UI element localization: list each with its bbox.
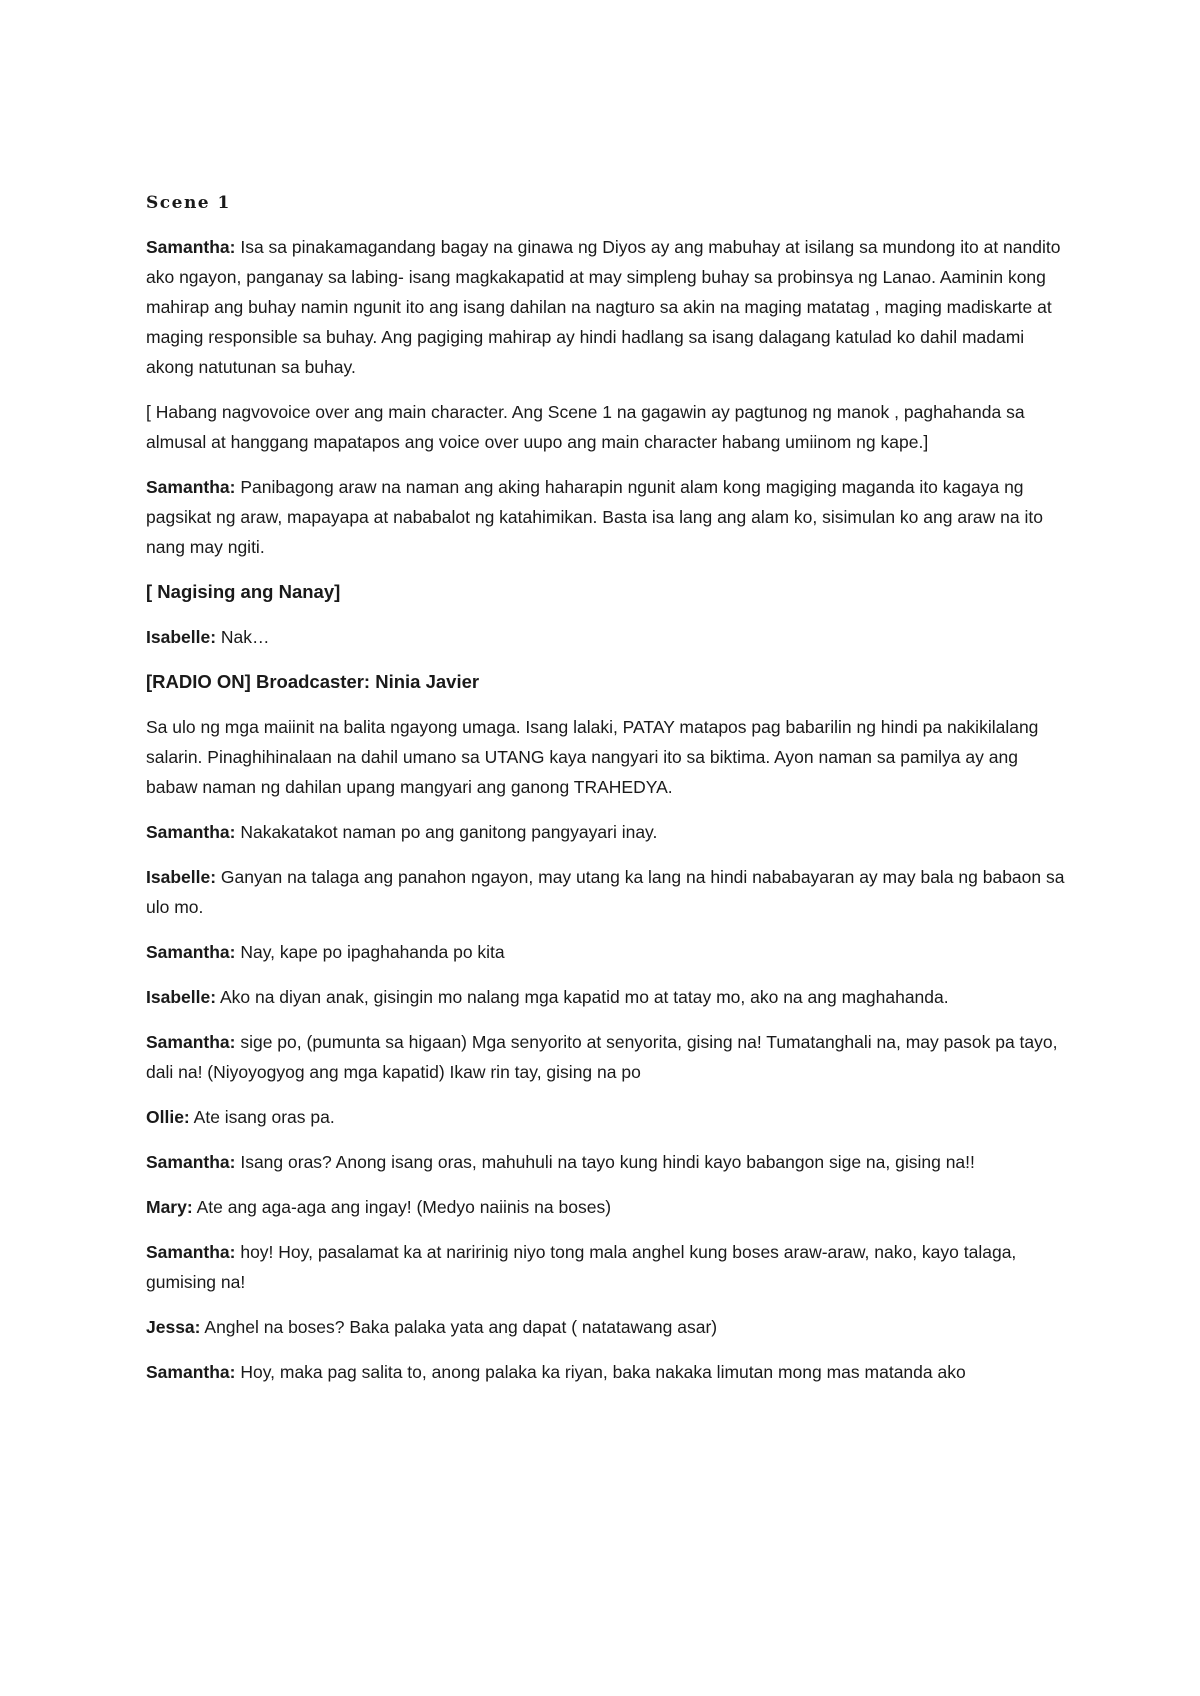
speaker-name: Samantha: bbox=[146, 942, 236, 962]
dialogue-text: Nay, kape po ipaghahanda po kita bbox=[235, 942, 505, 962]
stage-heading: [ Nagising ang Nanay] bbox=[146, 581, 341, 602]
speaker-name: Samantha: bbox=[146, 1032, 236, 1052]
dialogue-text: hoy! Hoy, pasalamat ka at naririnig niyo tong mala anghel kung boses araw-araw, nako, kayo talaga, gumising na! bbox=[146, 1242, 1017, 1292]
speaker-name: Samantha: bbox=[146, 477, 236, 497]
dialogue-text: Nak… bbox=[216, 627, 270, 647]
speaker-name: Jessa: bbox=[146, 1317, 201, 1337]
dialogue-line bbox=[146, 862, 1066, 922]
broadcast-text: Sa ulo ng mga maiinit na balita ngayong umaga. Isang lalaki, PATAY matapos pag babarilin ng hindi pa nakikilalang salarin. Pinaghihinalaan na dahil umano sa UTANG kaya nangyari ito sa biktima. Ayon naman sa pamilya ay ang babaw naman ng dahilan upang mangyari ang ganong TRAHEDYA. bbox=[146, 717, 1039, 797]
dialogue-text: Hoy, maka pag salita to, anong palaka ka riyan, baka nakaka limutan mong mas matanda ako bbox=[235, 1362, 966, 1382]
dialogue-line bbox=[146, 232, 1066, 382]
speaker-name: Ollie: bbox=[146, 1107, 190, 1127]
dialogue-line bbox=[146, 1312, 1066, 1342]
dialogue-line bbox=[146, 1192, 1066, 1222]
script-content bbox=[146, 188, 1066, 1402]
dialogue-text: Ganyan na talaga ang panahon ngayon, may utang ka lang na hindi nababayaran ay may bala ng babaon sa ulo mo. bbox=[146, 867, 1065, 917]
scene-title: Scene 1 bbox=[146, 193, 231, 213]
speaker-name: Samantha: bbox=[146, 1152, 236, 1172]
dialogue-line bbox=[146, 1102, 1066, 1132]
dialogue-text: sige po, (pumunta sa higaan) Mga senyorito at senyorita, gising na! Tumatanghali na, may pasok pa tayo, dali na! (Niyoyogyog ang mga kapatid) Ikaw rin tay, gising na po bbox=[146, 1032, 1058, 1082]
dialogue-line bbox=[146, 817, 1066, 847]
dialogue-line bbox=[146, 1237, 1066, 1297]
dialogue-line bbox=[146, 1027, 1066, 1087]
speaker-name: Samantha: bbox=[146, 237, 236, 257]
stage-heading: [RADIO ON] Broadcaster: Ninia Javier bbox=[146, 671, 480, 692]
speaker-name: Isabelle: bbox=[146, 987, 217, 1007]
dialogue-text: Ate ang aga-aga ang ingay! (Medyo naiinis na boses) bbox=[192, 1197, 612, 1217]
dialogue-text: Panibagong araw na naman ang aking haharapin ngunit alam kong magiging maganda ito kagaya ng pagsikat ng araw, mapayapa at nababalot ng katahimikan. Basta isa lang ang alam ko, sisimulan ko ang araw na ito nang may ngiti. bbox=[146, 477, 1043, 557]
dialogue-text: Isang oras? Anong isang oras, mahuhuli na tayo kung hindi kayo babangon sige na, gising na!! bbox=[235, 1152, 975, 1172]
speaker-name: Isabelle: bbox=[146, 627, 217, 647]
dialogue-text: Ako na diyan anak, gisingin mo nalang mga kapatid mo at tatay mo, ako na ang maghahanda. bbox=[216, 987, 949, 1007]
dialogue-line bbox=[146, 937, 1066, 967]
speaker-name: Samantha: bbox=[146, 1242, 236, 1262]
dialogue-line bbox=[146, 982, 1066, 1012]
dialogue-text: Ate isang oras pa. bbox=[189, 1107, 335, 1127]
speaker-name: Samantha: bbox=[146, 1362, 236, 1382]
speaker-name: Mary: bbox=[146, 1197, 193, 1217]
speaker-name: Samantha: bbox=[146, 822, 236, 842]
stage-direction: [ Habang nagvovoice over ang main character. Ang Scene 1 na gagawin ay pagtunog ng manok , paghahanda sa almusal at hanggang mapatapos ang voice over uupo ang main character habang umiinom ng kape.] bbox=[146, 402, 1025, 452]
dialogue-line bbox=[146, 1357, 1066, 1387]
dialogue-text: Anghel na boses? Baka palaka yata ang dapat ( natatawang asar) bbox=[200, 1317, 718, 1337]
dialogue-text: Isa sa pinakamagandang bagay na ginawa ng Diyos ay ang mabuhay at isilang sa mundong ito at nandito ako ngayon, panganay sa labing- isang magkakapatid at may simpleng buhay sa probinsya ng Lanao. Aaminin kong mahirap ang buhay namin ngunit ito ang isang dahilan na nagturo sa akin na maging matatag , maging madiskarte at maging responsible sa buhay. Ang pagiging mahirap ay hindi hadlang sa isang dalagang katulad ko dahil madami akong natutunan sa buhay. bbox=[146, 237, 1061, 377]
dialogue-line bbox=[146, 472, 1066, 562]
dialogue-line bbox=[146, 622, 1066, 652]
speaker-name: Isabelle: bbox=[146, 867, 217, 887]
dialogue-text: Nakakatakot naman po ang ganitong pangyayari inay. bbox=[235, 822, 658, 842]
dialogue-line bbox=[146, 1147, 1066, 1177]
